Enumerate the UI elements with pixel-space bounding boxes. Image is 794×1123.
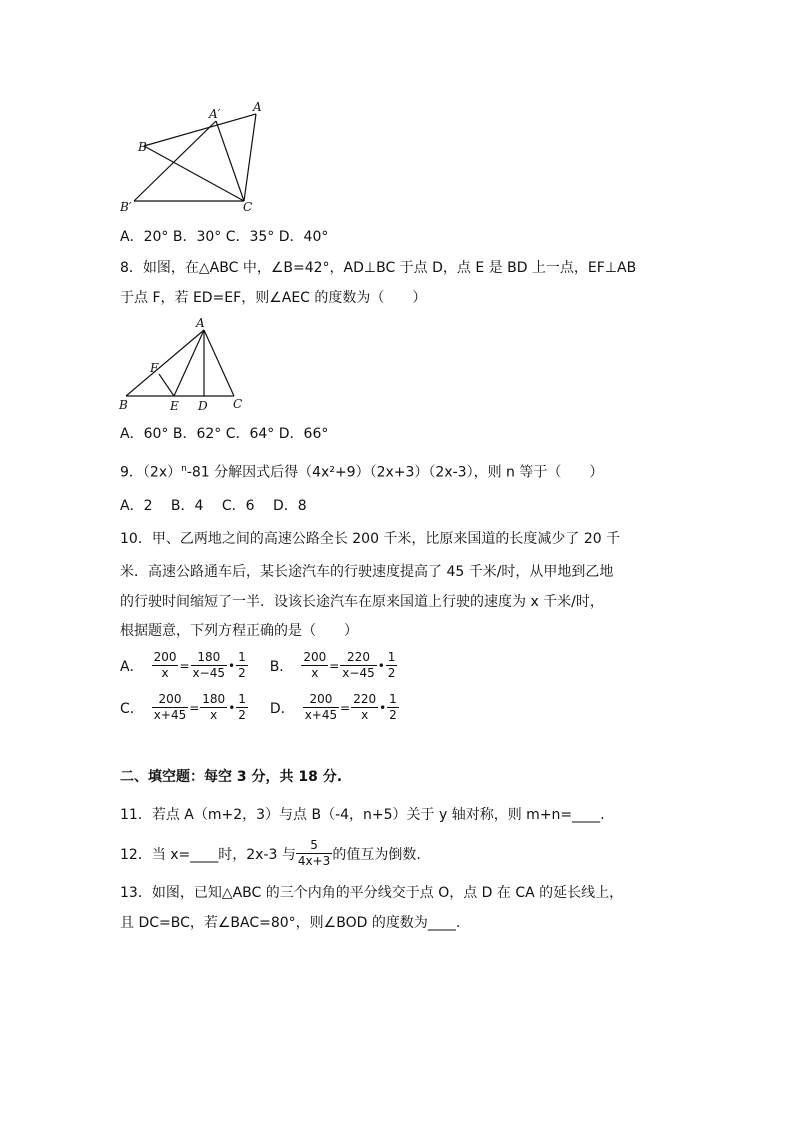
q10-c-eq: = — [189, 700, 200, 715]
q10-d-frac3: $\frac{1}{2}$ — [389, 692, 397, 722]
q8-options: A．60° B．62° C．64° D．66° — [120, 426, 329, 442]
q10-a-eq: = — [179, 658, 190, 673]
q10-a-frac3: $\frac{1}{2}$ — [238, 650, 246, 680]
q10-b-frac3: $\frac{1}{2}$ — [387, 650, 396, 680]
q10-line3: 的行驶时间缩短了一半．设该长途汽车在原来国道上行驶的速度为 x 千米/时， — [120, 594, 604, 610]
q8-label-f: F — [150, 361, 159, 375]
q12-fraction: $\frac{5}{4x+3}$ — [297, 838, 331, 868]
q10-c-dot: • — [228, 700, 236, 715]
q7-label-b: B — [138, 140, 147, 154]
q7-options: A．20° B．30° C．35° D．40° — [120, 229, 329, 245]
q8-line2: 于点 F，若 ED=EF，则∠AEC 的度数为（ ） — [120, 290, 427, 306]
q7-label-c: C — [243, 200, 253, 214]
q10-d-dot: • — [379, 700, 387, 715]
q10-c-frac2: $\frac{180}{x}$ — [202, 692, 226, 722]
q9-options: A．2 B．4 C．6 D．8 — [120, 498, 307, 514]
q9-rest: -81 分解因式后得（4x²+9）（2x+3）（2x-3），则 n 等于（ ） — [186, 464, 604, 481]
q10-option-d-label: D． — [269, 700, 295, 717]
q10-a-dot: • — [227, 658, 236, 673]
q8-label-d: D — [198, 399, 208, 413]
q8-label-e: E — [170, 399, 179, 413]
q13-line2: 且 DC=BC，若∠BAC=80°，则∠BOD 的度数为____. — [120, 915, 461, 931]
q10-b-frac1: $\frac{200}{x}$ — [303, 650, 327, 680]
q7-label-a-prime: A′ — [209, 107, 221, 121]
q8-label-a: A — [196, 316, 205, 330]
q10-line4: 根据题意，下列方程正确的是（ ） — [120, 623, 358, 639]
q10-option-c-label: C． — [120, 700, 144, 717]
q12-stem — [120, 838, 421, 869]
q10-b-eq: = — [329, 658, 340, 673]
q8-figure — [116, 314, 251, 414]
q10-option-b-label: B． — [269, 658, 294, 675]
q10-b-frac2: $\frac{220}{x-45}$ — [342, 650, 375, 680]
q10-options-ab — [120, 650, 397, 681]
q12-after: 的值互为倒数. — [332, 846, 421, 863]
q9-stem — [120, 459, 603, 483]
q7-label-a: A — [253, 100, 262, 114]
q10-d-frac2: $\frac{220}{x}$ — [353, 692, 377, 722]
q12-before: 12．当 x=____时，2x-3 与 — [120, 846, 296, 863]
q10-d-frac1: $\frac{200}{x+45}$ — [304, 692, 338, 722]
q7-label-b-prime: B′ — [120, 200, 132, 214]
q7-figure — [116, 100, 276, 215]
section2-title: 二、填空题：每空 3 分，共 18 分. — [120, 769, 343, 785]
q10-d-eq: = — [340, 700, 351, 715]
q13-line1: 13．如图，已知△ABC 的三个内角的平分线交于点 O，点 D 在 CA 的延长线上， — [120, 885, 624, 901]
q10-b-dot: • — [377, 658, 385, 673]
q9-exponent: n — [181, 464, 187, 474]
q10-line2: 米．高速公路通车后，某长途汽车的行驶速度提高了 45 千米/时，从甲地到乙地 — [120, 564, 614, 580]
q11-text: 11．若点 A（m+2，3）与点 B（-4，n+5）关于 y 轴对称，则 m+n=____. — [120, 807, 605, 823]
q10-options-cd — [120, 692, 399, 723]
q10-line1: 10．甲、乙两地之间的高速公路全长 200 千米，比原来国道的长度减少了 20 千 — [120, 531, 621, 547]
q10-a-frac1: $\frac{200}{x}$ — [153, 650, 177, 680]
q10-c-frac3: $\frac{1}{2}$ — [238, 692, 246, 722]
q8-line1: 8．如图，在△ABC 中，∠B=42°，AD⊥BC 于点 D，点 E 是 BD 上一点，EF⊥AB — [120, 260, 637, 276]
q8-label-c: C — [233, 397, 243, 411]
q8-label-b: B — [119, 398, 128, 412]
q10-a-frac2: $\frac{180}{x-45}$ — [192, 650, 225, 680]
q9-prefix: 9．（2x） — [120, 464, 182, 481]
q10-c-frac1: $\frac{200}{x+45}$ — [153, 692, 187, 722]
q10-option-a-label: A． — [120, 658, 144, 675]
